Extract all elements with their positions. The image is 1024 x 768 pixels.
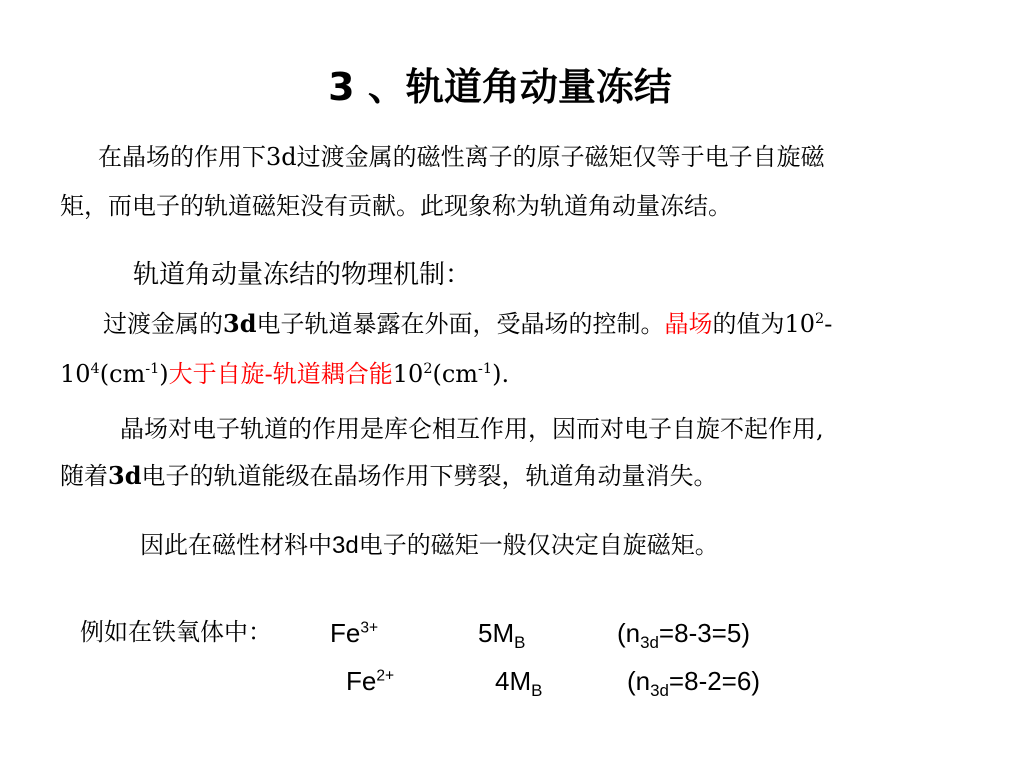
superscript: -1	[145, 361, 160, 377]
fe2-electron-count	[627, 666, 760, 701]
text-span: 的值为10	[712, 310, 816, 338]
text-span: 10	[60, 360, 91, 388]
paragraph-2-line-1	[103, 309, 833, 338]
fe2-ion	[346, 666, 394, 697]
text-span: (cm	[99, 360, 146, 388]
text-span: 3d	[108, 461, 142, 490]
paragraph-3-line-2	[60, 461, 718, 490]
moment-subscript: B	[531, 681, 543, 701]
count-subscript: 3d	[650, 681, 669, 701]
superscript: 2	[815, 311, 825, 327]
ion-charge: 3+	[360, 619, 379, 637]
superscript: 2	[423, 361, 433, 377]
example-label: 例如在铁氧体中：	[80, 618, 272, 646]
text-span: 10	[392, 360, 424, 388]
text-span: 3d	[223, 309, 257, 338]
ion-symbol: Fe	[346, 666, 377, 696]
text-span: 3d	[332, 532, 359, 559]
ion-symbol: Fe	[330, 618, 361, 648]
paragraph-1-line-1: 在晶场的作用下3d过渡金属的磁性离子的原子磁矩仅等于电子自旋磁	[98, 143, 825, 171]
text-span: 随着	[60, 462, 108, 490]
fe3-moment	[478, 618, 526, 653]
fe3-ion	[330, 618, 378, 649]
paragraph-2-line-2	[60, 362, 509, 386]
count-subscript: 3d	[640, 633, 659, 653]
text-span: )	[159, 360, 169, 388]
text-span: 电子轨道暴露在外面，受晶场的控制。	[256, 310, 665, 338]
moment-value: 5M	[478, 618, 515, 648]
count-equation: =8-2=6)	[668, 666, 760, 696]
text-span: 电子的轨道能级在晶场作用下劈裂，轨道角动量消失。	[141, 462, 718, 490]
count-open: (n	[617, 618, 641, 648]
superscript: -1	[478, 361, 493, 377]
text-span: -	[824, 310, 833, 338]
fe3-electron-count	[617, 618, 750, 653]
count-equation: =8-3=5)	[658, 618, 750, 648]
text-span: ).	[492, 360, 510, 388]
highlight-crystal-field: 晶场	[664, 310, 713, 338]
paragraph-1-line-2: 矩，而电子的轨道磁矩没有贡献。此现象称为轨道角动量冻结。	[60, 192, 732, 220]
mechanism-heading: 轨道角动量冻结的物理机制：	[133, 260, 472, 290]
count-open: (n	[627, 666, 651, 696]
page-title: 3 、轨道角动量冻结	[328, 65, 672, 109]
paragraph-3-line-1: 晶场对电子轨道的作用是库仑相互作用，因而对电子自旋不起作用,	[120, 415, 824, 443]
moment-subscript: B	[514, 633, 526, 653]
text-span: 因此在磁性材料中	[140, 531, 332, 559]
superscript: 4	[90, 361, 100, 377]
paragraph-4	[140, 533, 719, 558]
text-span: 过渡金属的	[103, 310, 223, 338]
moment-value: 4M	[495, 666, 532, 696]
text-span: (cm	[432, 360, 479, 388]
fe2-moment	[495, 666, 543, 701]
highlight-spin-orbit: 大于自旋-轨道耦合能	[168, 360, 393, 388]
text-span: 电子的磁矩一般仅决定自旋磁矩。	[358, 531, 719, 559]
ion-charge: 2+	[376, 667, 395, 685]
